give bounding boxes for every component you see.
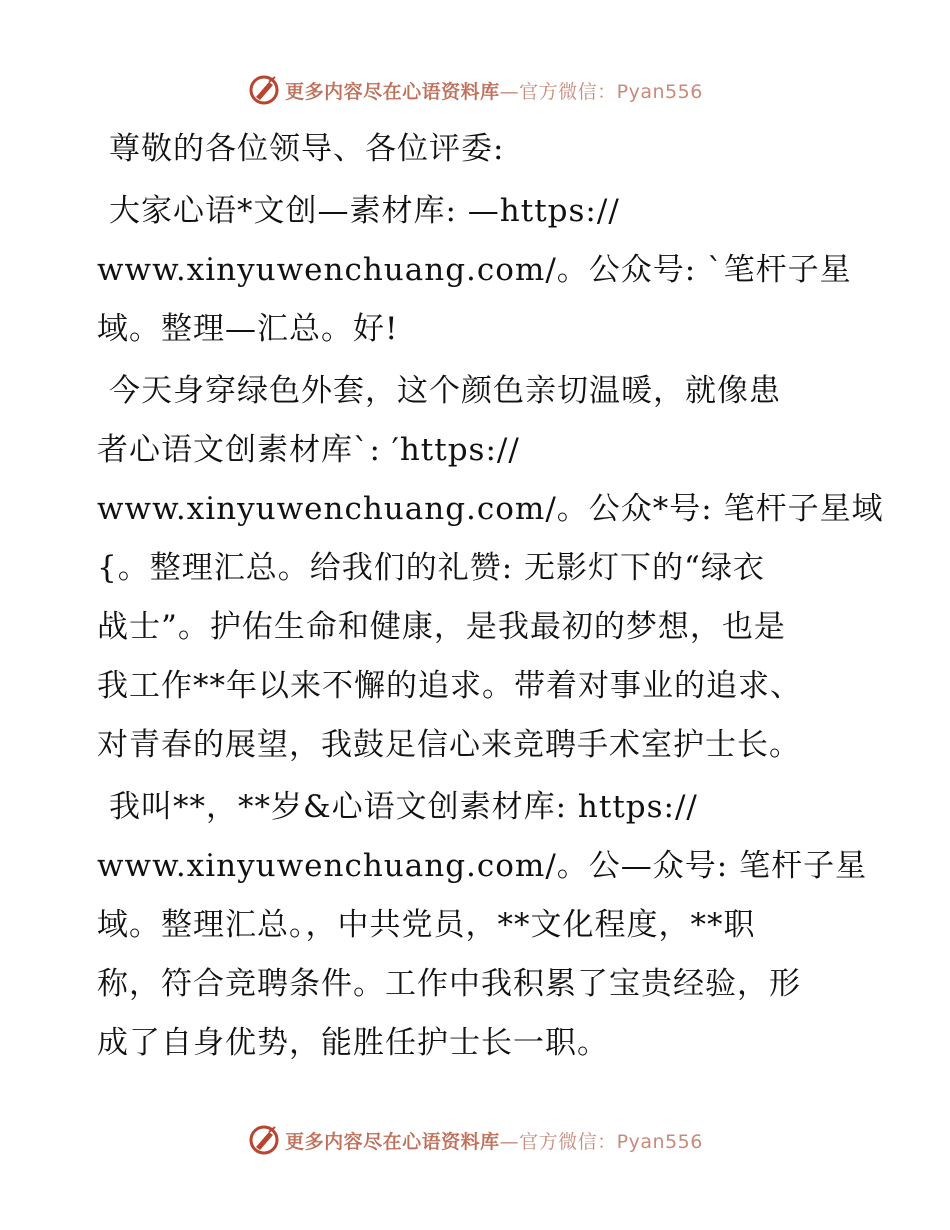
paragraph-1-line: 域。整理—汇总。好! [97, 311, 399, 347]
header-watermark-text [285, 77, 703, 104]
paragraph-3 [97, 778, 868, 1073]
document-body [97, 120, 884, 1076]
paragraph-2-line: 我工作**年以来不懈的追求。带着对事业的追求、 [97, 668, 802, 704]
pen-logo-icon [247, 73, 281, 107]
salutation: 尊敬的各位领导、各位评委: [109, 131, 505, 167]
paragraph-1-line: www.xinyuwenchuang.com/。公众号: `笔杆子星 [97, 252, 852, 288]
paragraph-3-line: 称，符合竞聘条件。工作中我积累了宝贵经验，形 [97, 966, 801, 1002]
paragraph-3-line: www.xinyuwenchuang.com/。公—众号: 笔杆子星 [97, 848, 868, 884]
footer-watermark-main: 更多内容尽在心语资料库 [285, 1130, 500, 1153]
paragraph-2-line: 战士”。护佑生命和健康，是我最初的梦想，也是 [97, 609, 786, 645]
header-watermark [0, 70, 950, 110]
header-watermark-main: 更多内容尽在心语资料库 [285, 80, 500, 103]
paragraph-2 [97, 362, 884, 775]
pen-logo-icon [247, 1123, 281, 1157]
paragraph-3-line: 域。整理汇总。，中共党员，**文化程度，**职 [97, 907, 756, 943]
header-watermark-sub: 官方微信：Pyan556 [519, 80, 703, 103]
paragraph-2-line: {。整理汇总。给我们的礼赞: 无影灯下的“绿衣 [97, 550, 765, 586]
paragraph-3-line: 成了自身优势，能胜任护士长一职。 [97, 1025, 609, 1061]
paragraph-2-line: 者心语文创素材库`: ′https:// [97, 432, 520, 468]
paragraph-1 [97, 182, 857, 359]
paragraph-3-line: 我叫**，**岁&心语文创素材库: https:// [109, 789, 698, 825]
footer-watermark [0, 1120, 950, 1160]
footer-watermark-dash: — [499, 1130, 520, 1153]
header-watermark-dash: — [499, 80, 520, 103]
footer-watermark-sub: 官方微信：Pyan556 [519, 1130, 703, 1153]
paragraph-1-line: 大家心语*文创—素材库: —https:// [109, 193, 620, 229]
paragraph-2-line: 对青春的展望，我鼓足信心来竞聘手术室护士长。 [97, 727, 801, 763]
paragraph-2-line: www.xinyuwenchuang.com/。公众*号: 笔杆子星域 [97, 491, 884, 527]
paragraph-2-line: 今天身穿绿色外套，这个颜色亲切温暖，就像患 [109, 373, 781, 409]
footer-watermark-text [285, 1127, 703, 1154]
